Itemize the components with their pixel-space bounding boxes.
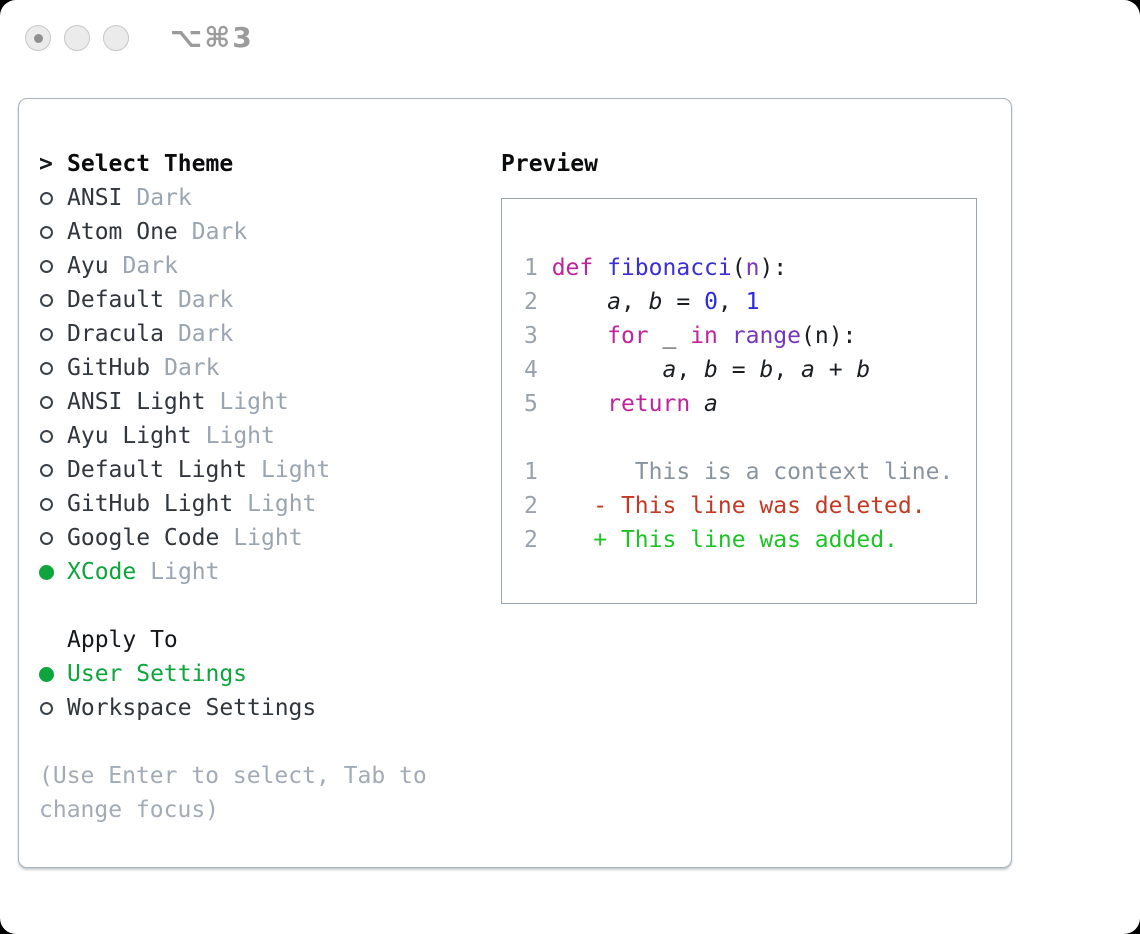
diff-deleted-line: [524, 489, 976, 523]
theme-variant-tag: Dark: [177, 287, 234, 313]
code-segment: =: [717, 357, 760, 383]
code-segment: 2: [524, 289, 552, 315]
code-line-2: [524, 285, 976, 319]
apply-to-title: Apply To: [67, 627, 178, 653]
apply-to-list: [39, 657, 499, 725]
theme-variant-tag: Dark: [164, 355, 220, 381]
code-line-1: [524, 251, 976, 285]
theme-option-label: Dracula: [67, 321, 164, 347]
code-segment: 3: [524, 323, 552, 349]
code-line-4: [524, 353, 976, 387]
active-dot-icon: [34, 34, 43, 43]
theme-variant-tag: Light: [205, 423, 275, 449]
theme-option-atom-one[interactable]: [39, 215, 499, 249]
radio-unselected-icon[interactable]: [40, 702, 53, 715]
code-segment: [552, 323, 607, 349]
apply-option-label: Workspace Settings: [67, 695, 317, 721]
theme-option-xcode[interactable]: [39, 555, 499, 589]
theme-option-ayu[interactable]: [39, 249, 499, 283]
apply-option-label: User Settings: [67, 661, 248, 687]
theme-option-github-light[interactable]: [39, 487, 499, 521]
code-segment: +: [814, 357, 857, 383]
theme-option-label: Default: [67, 287, 164, 313]
theme-option-dracula[interactable]: [39, 317, 499, 351]
radio-unselected-icon[interactable]: [40, 294, 53, 307]
radio-selected-icon[interactable]: [39, 565, 54, 580]
theme-option-default[interactable]: [39, 283, 499, 317]
code-segment: a: [801, 357, 815, 383]
hint-text-line2: change focus): [39, 797, 220, 823]
select-theme-header: [39, 147, 499, 181]
code-segment: 0: [704, 289, 718, 315]
code-segment: ,: [773, 357, 802, 383]
theme-option-label: ANSI: [67, 185, 123, 211]
code-segment: 1: [524, 459, 538, 485]
code-segment: =: [662, 289, 705, 315]
theme-variant-tag: Light: [150, 559, 220, 585]
code-segment: ,: [620, 289, 649, 315]
theme-variant-tag: Dark: [177, 321, 234, 347]
code-segment: fibonacci: [607, 255, 732, 281]
radio-unselected-icon[interactable]: [40, 430, 53, 443]
code-segment: 1: [524, 255, 552, 281]
preview-box: [501, 198, 977, 604]
radio-unselected-icon[interactable]: [40, 464, 53, 477]
code-segment: _: [648, 323, 691, 349]
diff-added-line: [524, 523, 976, 557]
code-segment: return: [607, 391, 691, 417]
preview-title: Preview: [501, 151, 598, 177]
code-line-5: [524, 387, 976, 421]
theme-variant-tag: Dark: [122, 253, 178, 279]
theme-selector-panel: [18, 98, 1012, 868]
theme-option-label: ANSI Light: [67, 389, 206, 415]
code-segment: [690, 391, 704, 417]
code-segment: b: [856, 357, 871, 383]
theme-option-default-light[interactable]: [39, 453, 499, 487]
theme-option-label: XCode: [67, 559, 137, 585]
code-segment: range: [731, 323, 801, 349]
window-title: ⌥⌘3: [170, 21, 254, 54]
spacer: [39, 725, 499, 759]
cursor-caret-icon: >: [39, 151, 53, 177]
code-segment: [718, 323, 732, 349]
traffic-light-close[interactable]: [25, 25, 51, 51]
code-segment: a: [704, 391, 718, 417]
diff-context-line: [524, 455, 976, 489]
code-segment: ):: [759, 255, 788, 281]
theme-list: [39, 181, 499, 589]
titlebar: [25, 21, 254, 54]
code-segment: a: [607, 289, 621, 315]
theme-option-ayu-light[interactable]: [39, 419, 499, 453]
code-segment: (n):: [801, 323, 857, 349]
theme-list-column: [39, 147, 499, 827]
code-segment: b: [704, 357, 718, 383]
code-segment: [552, 289, 607, 315]
theme-option-label: Default Light: [67, 457, 248, 483]
theme-option-label: Ayu: [67, 253, 109, 279]
code-segment: (: [731, 255, 746, 281]
theme-option-github[interactable]: [39, 351, 499, 385]
code-segment: This is a context line.: [634, 459, 954, 485]
theme-variant-tag: Light: [219, 389, 289, 415]
code-segment: b: [648, 289, 663, 315]
radio-unselected-icon[interactable]: [40, 362, 53, 375]
spacer: [39, 589, 499, 623]
code-segment: def: [551, 255, 594, 281]
apply-option-workspace-settings[interactable]: [39, 691, 499, 725]
code-segment: 2: [524, 527, 538, 553]
select-theme-title: Select Theme: [67, 151, 234, 177]
theme-variant-tag: Light: [261, 457, 331, 483]
code-segment: - This line was deleted.: [593, 493, 926, 519]
theme-option-google-code[interactable]: [39, 521, 499, 555]
code-segment: ,: [676, 357, 705, 383]
code-segment: 2: [524, 493, 538, 519]
theme-variant-tag: Dark: [136, 185, 192, 211]
code-line-3: [524, 319, 976, 353]
theme-option-label: Atom One: [67, 219, 178, 245]
theme-option-label: Ayu Light: [67, 423, 192, 449]
code-segment: + This line was added.: [593, 527, 898, 553]
theme-option-label: Google Code: [67, 525, 220, 551]
theme-option-ansi-light[interactable]: [39, 385, 499, 419]
code-segment: [552, 391, 607, 417]
hint-text-line1: (Use Enter to select, Tab to: [39, 763, 427, 789]
code-segment: [538, 527, 593, 553]
apply-option-user-settings[interactable]: [39, 657, 499, 691]
code-segment: 4: [524, 357, 552, 383]
code-segment: 5: [524, 391, 552, 417]
radio-unselected-icon[interactable]: [40, 498, 53, 511]
code-segment: a: [662, 357, 677, 383]
code-segment: b: [759, 357, 774, 383]
preview-column: [501, 147, 977, 604]
radio-unselected-icon[interactable]: [40, 226, 53, 239]
code-segment: [538, 459, 635, 485]
code-segment: n: [745, 255, 760, 281]
theme-variant-tag: Dark: [191, 219, 248, 245]
code-segment: ,: [717, 289, 746, 315]
traffic-light-zoom[interactable]: [103, 25, 129, 51]
code-segment: [538, 493, 593, 519]
theme-variant-tag: Light: [247, 491, 317, 517]
code-segment: [552, 357, 663, 383]
traffic-light-minimize[interactable]: [64, 25, 90, 51]
blank-line: [524, 421, 976, 455]
code-segment: for: [607, 323, 649, 349]
radio-unselected-icon[interactable]: [40, 396, 53, 409]
radio-unselected-icon[interactable]: [40, 260, 53, 273]
code-segment: [593, 255, 607, 281]
code-segment: in: [690, 323, 718, 349]
radio-unselected-icon[interactable]: [40, 532, 53, 545]
radio-selected-icon[interactable]: [39, 667, 54, 682]
code-segment: 1: [745, 289, 760, 315]
radio-unselected-icon[interactable]: [40, 192, 53, 205]
theme-option-ansi[interactable]: [39, 181, 499, 215]
theme-option-label: GitHub Light: [67, 491, 234, 517]
theme-variant-tag: Light: [233, 525, 303, 551]
apply-to-header: [39, 623, 499, 657]
radio-unselected-icon[interactable]: [40, 328, 53, 341]
theme-option-label: GitHub: [67, 355, 151, 381]
